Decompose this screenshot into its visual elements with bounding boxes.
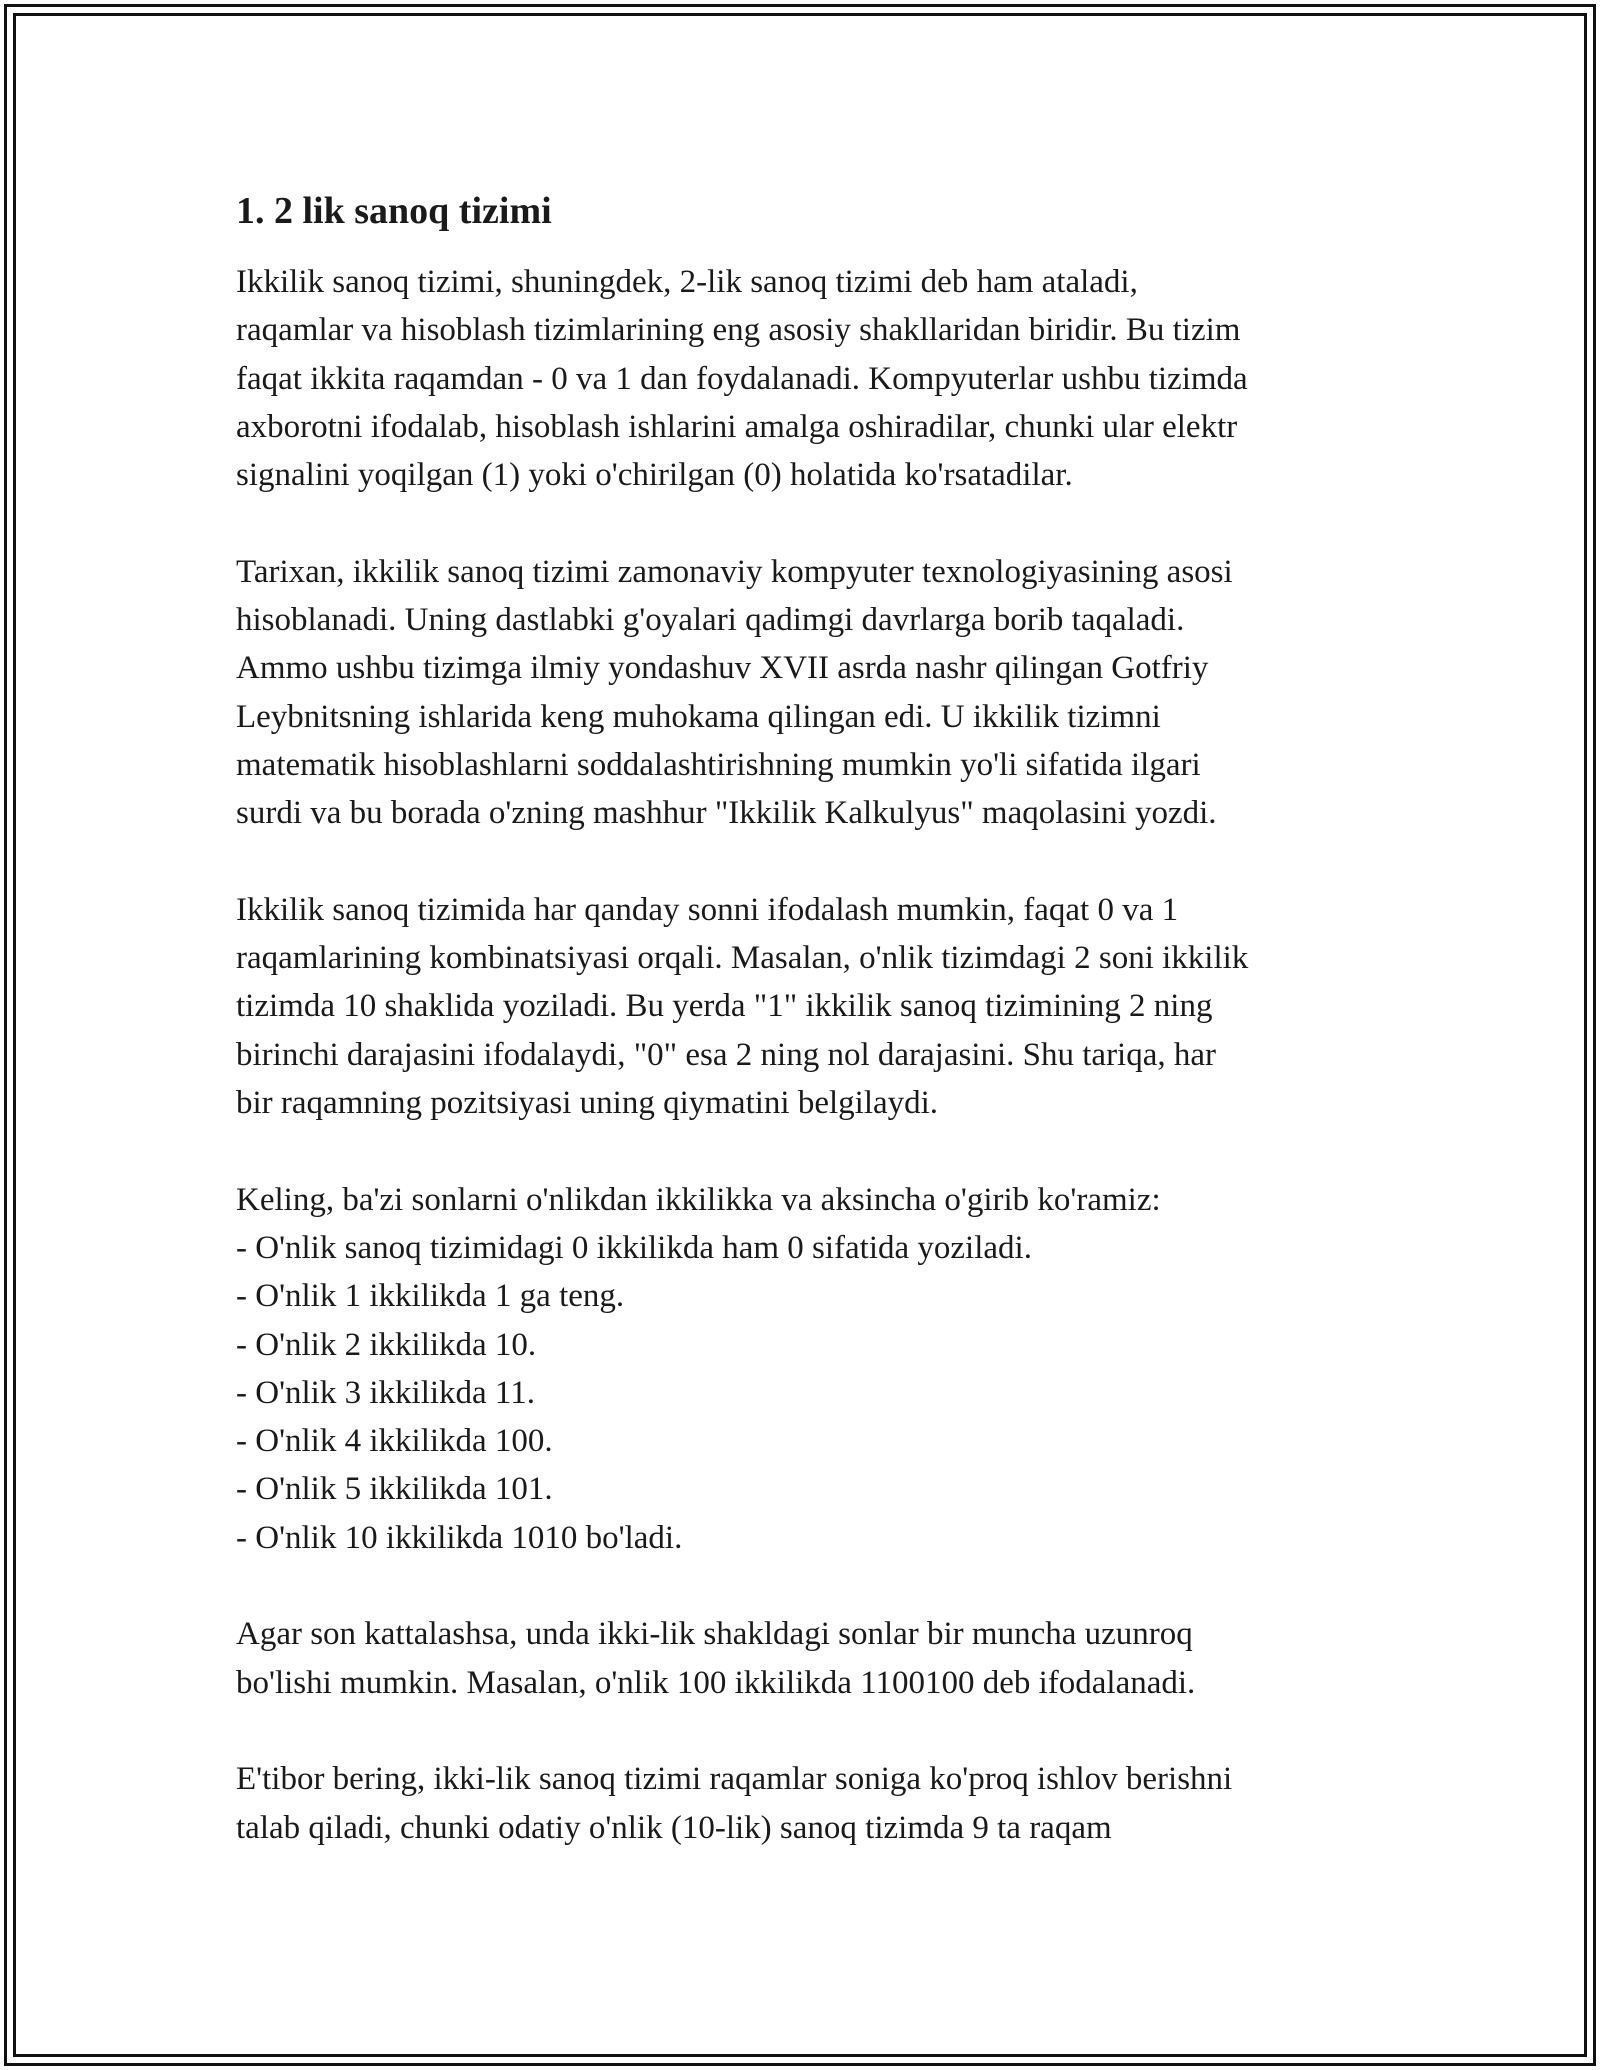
list-item: - O'nlik sanoq tizimidagi 0 ikkilikda ham 0 sifatida yoziladi. <box>236 1229 1032 1266</box>
paragraph-representation <box>236 886 1376 1127</box>
text-line: bir raqamning pozitsiyasi uning qiymatini belgilaydi. <box>236 1085 939 1122</box>
list-item: - O'nlik 1 ikkilikda 1 ga teng. <box>236 1278 625 1315</box>
conversion-list <box>236 1176 1376 1562</box>
text-line: Ammo ushbu tizimga ilmiy yondashuv XVII asrda nashr qilingan Gotfriy <box>236 650 1209 687</box>
text-line: birinchi darajasini ifodalaydi, "0" esa 2 ning nol darajasini. Shu tariqa, har <box>236 1036 1217 1073</box>
document-body <box>236 186 1376 1900</box>
paragraph-intro <box>236 258 1376 499</box>
paragraph-history <box>236 548 1376 838</box>
text-line: raqamlarining kombinatsiyasi orqali. Masalan, o'nlik tizimdagi 2 soni ikkilik <box>236 940 1249 977</box>
text-line: signalini yoqilgan (1) yoki o'chirilgan (0) holatida ko'rsatadilar. <box>236 457 1073 494</box>
paragraph-note <box>236 1755 1376 1852</box>
text-line: Agar son kattalashsa, unda ikki-lik shakldagi sonlar bir muncha uzunroq <box>236 1616 1193 1653</box>
list-item: - O'nlik 10 ikkilikda 1010 bo'ladi. <box>236 1519 683 1556</box>
list-item: - O'nlik 2 ikkilikda 10. <box>236 1326 537 1363</box>
text-line: Tarixan, ikkilik sanoq tizimi zamonaviy kompyuter texnologiyasining asosi <box>236 553 1233 590</box>
text-line: talab qiladi, chunki odatiy o'nlik (10-lik) sanoq tizimda 9 ta raqam <box>236 1809 1112 1846</box>
list-item: - O'nlik 3 ikkilikda 11. <box>236 1374 535 1411</box>
page-title: 1. 2 lik sanoq tizimi <box>236 190 552 232</box>
list-intro: Keling, ba'zi sonlarni o'nlikdan ikkilikka va aksincha o'girib ko'ramiz: <box>236 1181 1161 1218</box>
list-item: - O'nlik 4 ikkilikda 100. <box>236 1423 553 1460</box>
text-line: bo'lishi mumkin. Masalan, o'nlik 100 ikkilikda 1100100 deb ifodalanadi. <box>236 1664 1196 1701</box>
text-line: Leybnitsning ishlarida keng muhokama qilingan edi. U ikkilik tizimni <box>236 698 1161 735</box>
text-line: tizimda 10 shaklida yoziladi. Bu yerda "1" ikkilik sanoq tizimining 2 ning <box>236 988 1213 1025</box>
text-line: matematik hisoblashlarni soddalashtirishning mumkin yo'li sifatida ilgari <box>236 746 1201 783</box>
text-line: faqat ikkita raqamdan - 0 va 1 dan foydalanadi. Kompyuterlar ushbu tizimda <box>236 360 1248 397</box>
text-line: Ikkilik sanoq tizimida har qanday sonni ifodalash mumkin, faqat 0 va 1 <box>236 891 1179 928</box>
text-line: E'tibor bering, ikki-lik sanoq tizimi raqamlar soniga ko'proq ishlov berishni <box>236 1761 1233 1798</box>
paragraph-large-numbers <box>236 1610 1376 1707</box>
list-item: - O'nlik 5 ikkilikda 101. <box>236 1471 553 1508</box>
text-line: Ikkilik sanoq tizimi, shuningdek, 2-lik sanoq tizimi deb ham ataladi, <box>236 264 1138 300</box>
text-line: raqamlar va hisoblash tizimlarining eng asosiy shakllaridan biridir. Bu tizim <box>236 312 1241 349</box>
text-line: surdi va bu borada o'zning mashhur "Ikkilik Kalkulyus" maqolasini yozdi. <box>236 795 1217 832</box>
text-line: axborotni ifodalab, hisoblash ishlarini amalga oshiradilar, chunki ular elektr <box>236 408 1238 445</box>
text-line: hisoblanadi. Uning dastlabki g'oyalari qadimgi davrlarga borib taqaladi. <box>236 602 1185 639</box>
